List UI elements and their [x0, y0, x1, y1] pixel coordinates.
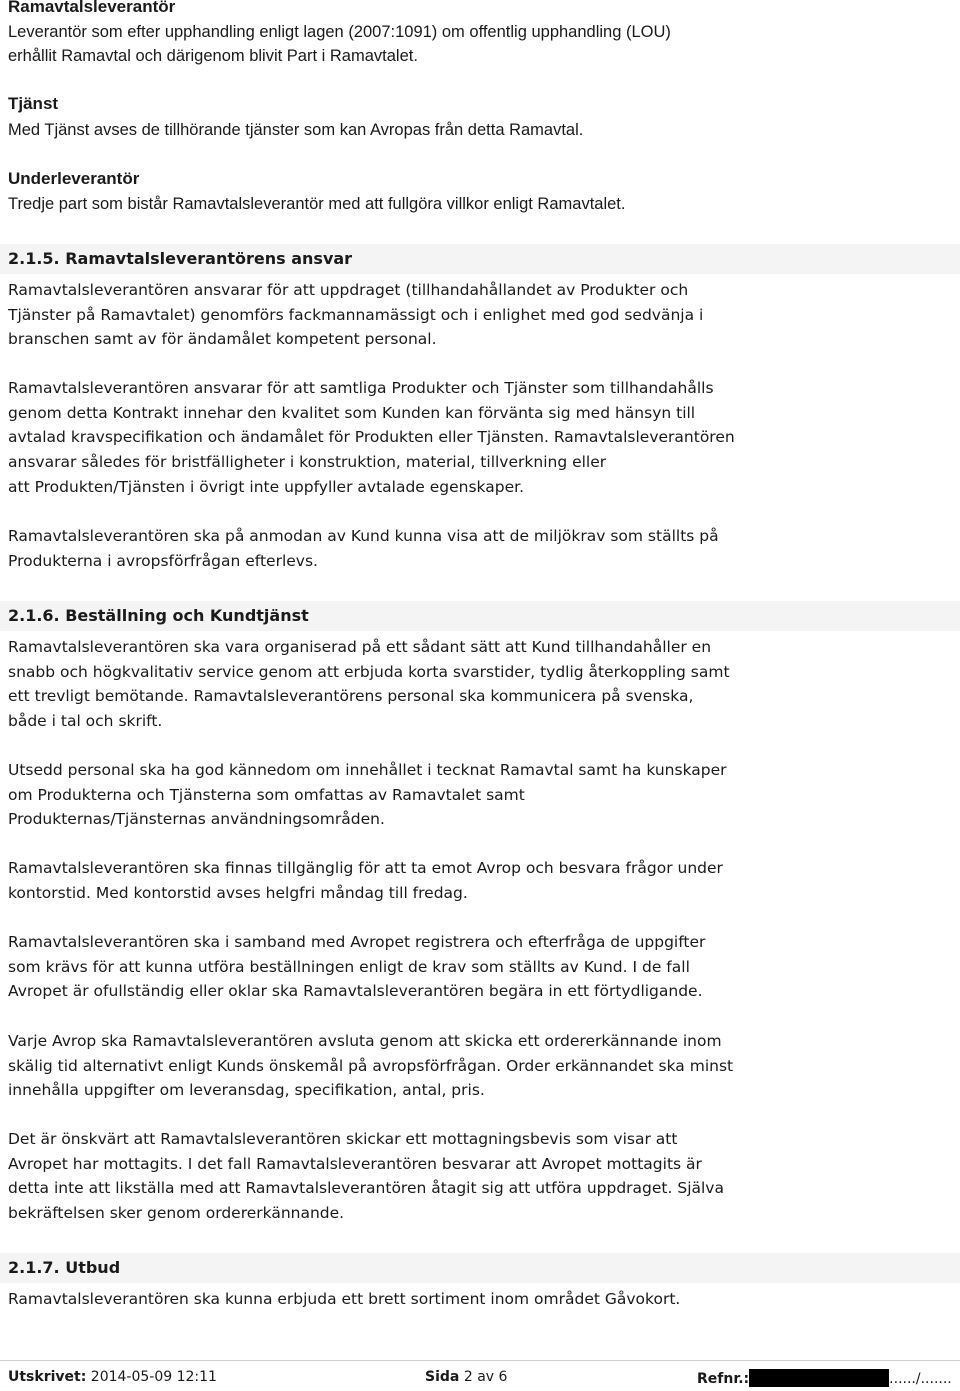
section-heading: 2.1.6. Beställning och Kundtjänst [8, 606, 309, 625]
text-line: Leverantör som efter upphandling enligt lagen (2007:1091) om offentlig upphandling (LOU) [8, 23, 671, 41]
text-line: snabb och högkvalitativ service genom att erbjuda korta svarstider, tydlig återkoppling samt [8, 662, 730, 681]
paragraph [8, 524, 798, 573]
text-line: Ramavtalsleverantören ska på anmodan av Kund kunna visa att de miljökrav som ställts på [8, 527, 719, 545]
definition-text [8, 20, 938, 68]
ref-suffix: ....../....... [889, 1371, 952, 1387]
paragraph [8, 1029, 798, 1103]
paragraph [8, 278, 798, 352]
paragraph [8, 758, 798, 832]
definition-term: Ramavtalsleverantör [8, 0, 176, 16]
text-line: Ramavtalsleverantören ska i samband med Avropet registrera och efterfråga de uppgifter [8, 933, 706, 951]
text-line: Avropet är ofullständig eller oklar ska Ramavtalsleverantören begära in ett förtydligande. [8, 982, 703, 1001]
footer-divider [0, 1360, 960, 1361]
text-line: Utsedd personal ska ha god kännedom om innehållet i tecknat Ramavtal samt ha kunskaper [8, 761, 727, 779]
text-line: Varje Avrop ska Ramavtalsleverantören avsluta genom att skicka ett ordererkännande inom [8, 1032, 722, 1050]
printed-date [8, 1369, 217, 1385]
page-label: Sida [425, 1369, 460, 1385]
page-of: av [477, 1369, 495, 1385]
text-line: Produkternas/Tjänsternas användningsområden. [8, 810, 385, 829]
text-line: Produkterna i avropsförfrågan efterlevs. [8, 551, 318, 570]
section-heading-bar [0, 1253, 960, 1283]
redaction-box [749, 1369, 889, 1387]
paragraph [8, 856, 798, 905]
text-line: ansvarar således för bristfälligheter i konstruktion, material, tillverkning eller [8, 453, 607, 472]
text-line: Ramavtalsleverantören ansvarar för att samtliga Produkter och Tjänster som tillhandahålls [8, 379, 714, 397]
section-heading: 2.1.7. Utbud [8, 1258, 121, 1277]
text-line: ett trevligt bemötande. Ramavtalsleverantörens personal ska kommunicera på svenska, [8, 687, 694, 706]
text-line: branschen samt av för ändamålet kompetent personal. [8, 330, 437, 349]
text-line: Det är önskvärt att Ramavtalsleverantören skickar ett mottagningsbevis som visar att [8, 1130, 678, 1148]
text-line: innehålla uppgifter om leveransdag, specifikation, antal, pris. [8, 1081, 485, 1100]
definition-term: Underleverantör [8, 169, 140, 188]
text-line: om Produkterna och Tjänsterna som omfattas av Ramavtalet samt [8, 785, 525, 804]
text-line: att Produkten/Tjänsten i övrigt inte uppfyller avtalade egenskaper. [8, 477, 525, 496]
section-heading-bar [0, 601, 960, 631]
text-line: kontorstid. Med kontorstid avses helgfri måndag till fredag. [8, 883, 468, 902]
ref-label: Refnr.: [697, 1371, 750, 1387]
paragraph [8, 1287, 798, 1312]
definition-text [8, 192, 938, 216]
printed-value: 2014-05-09 12:11 [90, 1369, 217, 1385]
paragraph [8, 930, 798, 1004]
section-heading-bar [0, 244, 960, 274]
page-number [425, 1369, 507, 1385]
page-current: 2 [463, 1369, 473, 1385]
text-line: Ramavtalsleverantören ska kunna erbjuda ett brett sortiment inom området Gåvokort. [8, 1290, 681, 1308]
text-line: detta inte att likställa med att Ramavtalsleverantören åtagit sig att utföra uppdraget. Själva [8, 1179, 724, 1198]
text-line: genom detta Kontrakt innehar den kvalitet som Kunden kan förvänta sig med hänsyn till [8, 403, 696, 422]
text-line: Tredje part som bistår Ramavtalsleverantör med att fullgöra villkor enligt Ramavtalet. [8, 195, 626, 213]
text-line: skälig tid alternativt enligt Kunds önskemål på avropsförfrågan. Order erkännandet ska minst [8, 1056, 734, 1075]
text-line: bekräftelsen sker genom ordererkännande. [8, 1204, 345, 1223]
definition-term: Tjänst [8, 94, 59, 113]
page-total: 6 [498, 1369, 508, 1385]
text-line: Ramavtalsleverantören ska finnas tillgänglig för att ta emot Avrop och besvara frågor under [8, 859, 723, 877]
text-line: Tjänster på Ramavtalet) genomförs fackmannamässigt och i enlighet med god sedvänja i [8, 305, 704, 324]
reference-number [697, 1369, 952, 1387]
paragraph [8, 1127, 798, 1226]
page-footer [0, 1360, 960, 1391]
section-heading: 2.1.5. Ramavtalsleverantörens ansvar [8, 249, 353, 268]
text-line: både i tal och skrift. [8, 712, 163, 731]
text-line: Avropet har mottagits. I det fall Ramavtalsleverantören besvarar att Avropet mottagits är [8, 1154, 702, 1173]
text-line: erhållit Ramavtal och därigenom blivit Part i Ramavtalet. [8, 47, 418, 65]
text-line: Med Tjänst avses de tillhörande tjänster som kan Avropas från detta Ramavtal. [8, 121, 584, 139]
text-line: som krävs för att kunna utföra beställningen enligt de krav som ställts av Kund. I de fall [8, 957, 690, 976]
printed-label: Utskrivet: [8, 1369, 87, 1385]
text-line: avtalad kravspecifikation och ändamålet för Produkten eller Tjänsten. Ramavtalsleverantören [8, 428, 735, 447]
paragraph [8, 376, 798, 500]
text-line: Ramavtalsleverantören ska vara organiserad på ett sådant sätt att Kund tillhandahåller en [8, 638, 712, 656]
definition-text [8, 118, 938, 142]
paragraph [8, 635, 798, 734]
text-line: Ramavtalsleverantören ansvarar för att uppdraget (tillhandahållandet av Produkter och [8, 281, 689, 299]
